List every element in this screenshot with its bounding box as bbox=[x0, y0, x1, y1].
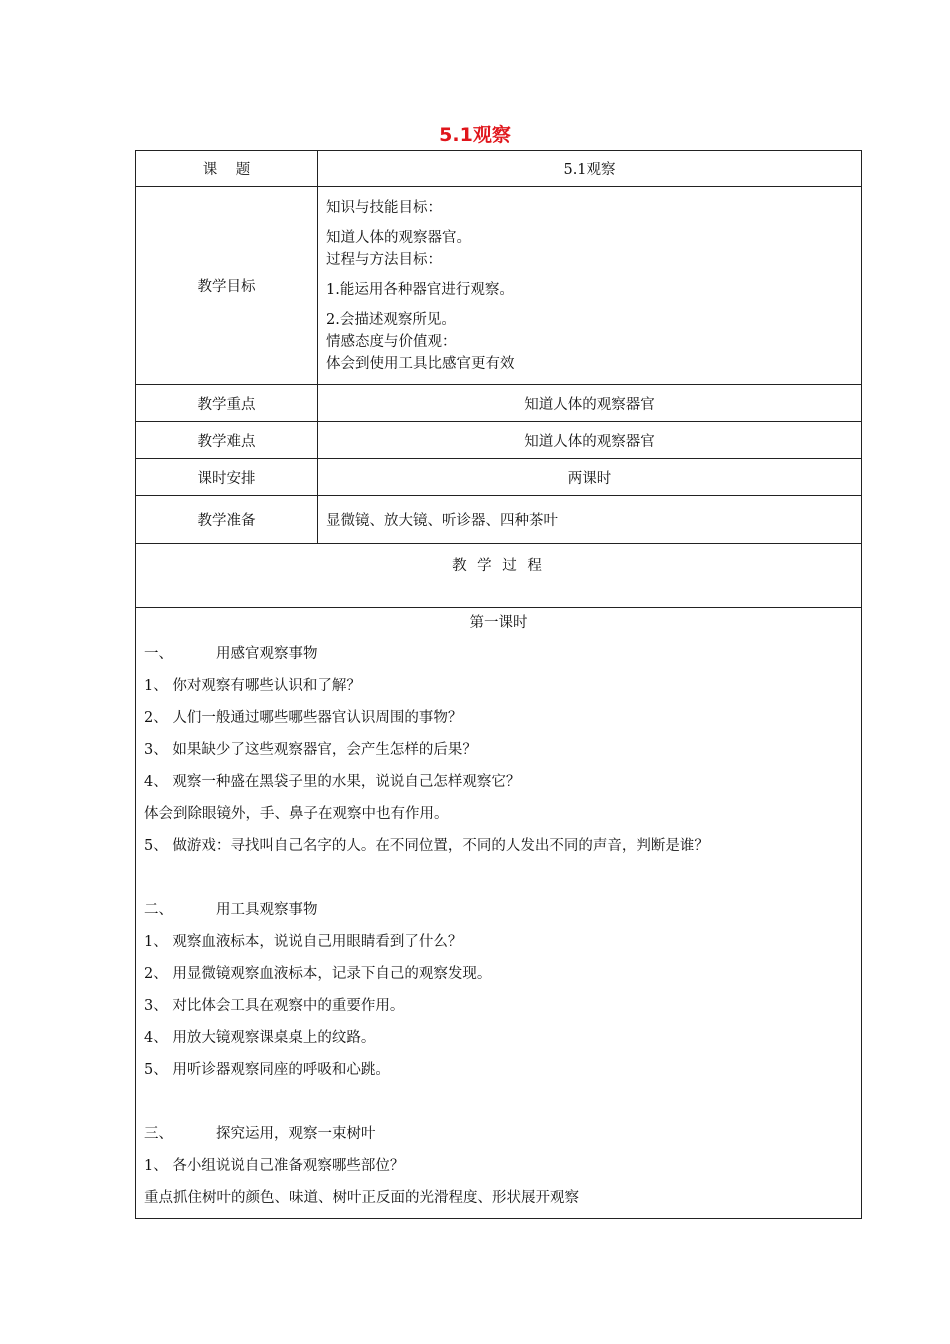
goals-cell bbox=[318, 187, 862, 385]
key-label: 教学重点 bbox=[136, 385, 318, 422]
section-heading bbox=[144, 894, 853, 926]
section-heading bbox=[144, 638, 853, 670]
key-row bbox=[136, 385, 862, 422]
list-item: 体会到除眼镜外，手、鼻子在观察中也有作用。 bbox=[144, 806, 449, 822]
process-header-row bbox=[136, 544, 862, 608]
section-number: 一、 bbox=[144, 646, 173, 662]
lesson-plan-table bbox=[135, 150, 862, 1219]
list-item: 3、 如果缺少了这些观察器官，会产生怎样的后果？ bbox=[144, 742, 477, 758]
prep-label: 教学准备 bbox=[136, 496, 318, 544]
topic-value: 5.1观察 bbox=[318, 151, 862, 187]
goal-line: 过程与方法目标： bbox=[326, 251, 442, 268]
goals-row bbox=[136, 187, 862, 385]
goal-line: 体会到使用工具比感官更有效 bbox=[326, 355, 515, 372]
topic-label: 课 题 bbox=[136, 151, 318, 187]
schedule-label: 课时安排 bbox=[136, 459, 318, 496]
section-title: 用感官观察事物 bbox=[216, 646, 318, 662]
list-item: 2、 用显微镜观察血液标本，记录下自己的观察发现。 bbox=[144, 966, 492, 982]
prep-row bbox=[136, 496, 862, 544]
section-number: 三、 bbox=[144, 1126, 173, 1142]
schedule-row bbox=[136, 459, 862, 496]
list-item: 3、 对比体会工具在观察中的重要作用。 bbox=[144, 998, 405, 1014]
goal-line: 1.能运用各种器官进行观察。 bbox=[326, 281, 514, 298]
list-item: 5、 用听诊器观察同座的呼吸和心跳。 bbox=[144, 1062, 390, 1078]
document-title: 5.1观察 bbox=[439, 124, 511, 146]
list-item: 1、 你对观察有哪些认识和了解？ bbox=[144, 678, 361, 694]
schedule-value: 两课时 bbox=[318, 459, 862, 496]
process-cell bbox=[136, 608, 862, 1219]
goal-line: 情感态度与价值观： bbox=[326, 333, 457, 350]
process-header bbox=[136, 544, 862, 608]
difficulty-label: 教学难点 bbox=[136, 422, 318, 459]
difficulty-row bbox=[136, 422, 862, 459]
process-header-label: 教 学 过 程 bbox=[452, 558, 545, 574]
list-item: 1、 各小组说说自己准备观察哪些部位？ bbox=[144, 1158, 405, 1174]
key-value: 知道人体的观察器官 bbox=[318, 385, 862, 422]
process-row bbox=[136, 608, 862, 1219]
section-title: 用工具观察事物 bbox=[216, 902, 318, 918]
goal-line: 知识与技能目标： bbox=[326, 199, 442, 216]
section-title: 探究运用，观察一束树叶 bbox=[216, 1126, 376, 1142]
list-item: 4、 用放大镜观察课桌桌上的纹路。 bbox=[144, 1030, 376, 1046]
list-item: 5、 做游戏：寻找叫自己名字的人。在不同位置，不同的人发出不同的声音，判断是谁？ bbox=[144, 838, 709, 854]
goals-label: 教学目标 bbox=[136, 187, 318, 385]
list-item: 4、 观察一种盛在黑袋子里的水果，说说自己怎样观察它？ bbox=[144, 774, 521, 790]
topic-row bbox=[136, 151, 862, 187]
list-item: 1、 观察血液标本，说说自己用眼睛看到了什么？ bbox=[144, 934, 463, 950]
section-heading bbox=[144, 1118, 853, 1150]
prep-value: 显微镜、放大镜、听诊器、四种茶叶 bbox=[318, 496, 862, 544]
list-item: 2、 人们一般通过哪些哪些器官认识周围的事物？ bbox=[144, 710, 463, 726]
lesson-title: 第一课时 bbox=[469, 615, 528, 631]
difficulty-value: 知道人体的观察器官 bbox=[318, 422, 862, 459]
goal-line: 知道人体的观察器官。 bbox=[326, 229, 471, 246]
goal-line: 2.会描述观察所见。 bbox=[326, 311, 456, 328]
list-item: 重点抓住树叶的颜色、味道、树叶正反面的光滑程度、形状展开观察 bbox=[144, 1190, 579, 1206]
section-number: 二、 bbox=[144, 902, 173, 918]
